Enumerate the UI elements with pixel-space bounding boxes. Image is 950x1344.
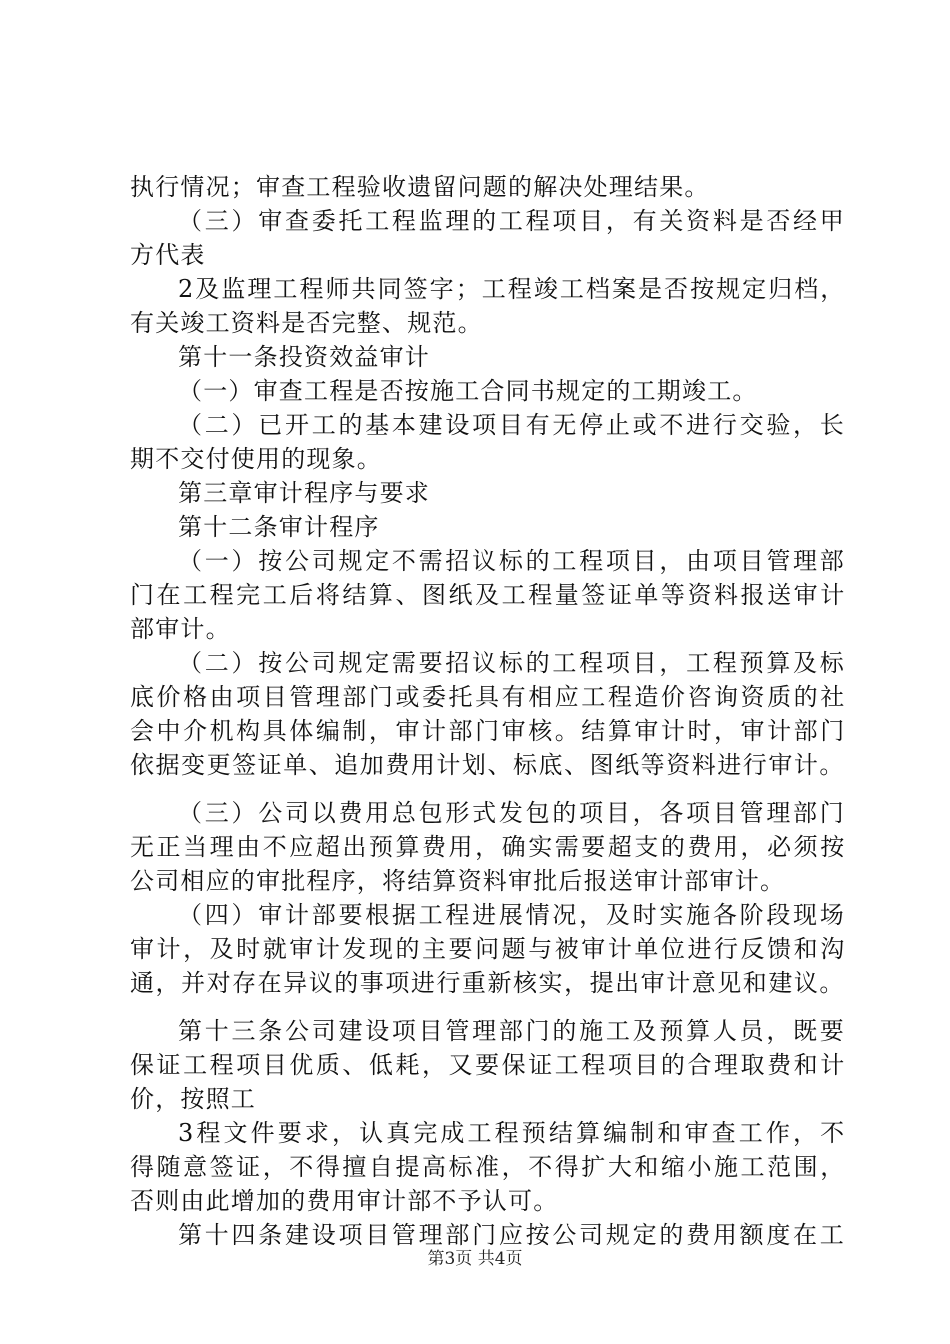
text-line: 会中介机构具体编制，审计部门审核。结算审计时，审计部门 (130, 717, 847, 745)
text-line: 执行情况；审查工程验收遗留问题的解决处理结果。 (130, 173, 710, 201)
text-line: 方代表 (130, 241, 206, 269)
page-footer: 第3页 共4页 (427, 1249, 523, 1269)
text-line: 通，并对存在异议的事项进行重新核实，提出审计意见和建议。 (130, 969, 845, 997)
text-line: 有关竣工资料是否完整、规范。 (130, 309, 483, 337)
text-line: （三）公司以费用总包形式发包的项目，各项目管理部门 (178, 799, 847, 827)
text-line: （二）按公司规定需要招议标的工程项目，工程预算及标 (178, 649, 847, 677)
text-line: 公司相应的审批程序，将结算资料审批后报送审计部审计。 (130, 867, 786, 895)
text-line: （一）审查工程是否按施工合同书规定的工期竣工。 (178, 377, 758, 405)
text-line: 依据变更签证单、追加费用计划、标底、图纸等资料进行审计。 (130, 751, 845, 779)
text-line: 第十二条审计程序 (178, 513, 380, 541)
text-line: 否则由此增加的费用审计部不予认可。 (130, 1187, 559, 1215)
text-line: （一）按公司规定不需招议标的工程项目，由项目管理部 (178, 547, 847, 575)
text-line: （四）审计部要根据工程进展情况，及时实施各阶段现场 (178, 901, 847, 929)
text-line: 部审计。 (130, 615, 231, 643)
text-line: 期不交付使用的现象。 (130, 445, 382, 473)
text-line: 3程文件要求，认真完成工程预结算编制和审查工作，不 (178, 1119, 848, 1147)
text-line: 底价格由项目管理部门或委托具有相应工程造价咨询资质的社 (130, 683, 847, 711)
text-line: 第十四条建设项目管理部门应按公司规定的费用额度在工 (178, 1221, 847, 1249)
text-line: （三）审查委托工程监理的工程项目，有关资料是否经甲 (178, 207, 847, 235)
text-line: 无正当理由不应超出预算费用，确实需要超支的费用，必须按 (130, 833, 847, 861)
text-line: （二）已开工的基本建设项目有无停止或不进行交验，长 (178, 411, 847, 439)
text-line: 得随意签证，不得擅自提高标准，不得扩大和缩小施工范围， (130, 1153, 847, 1181)
text-line: 第十三条公司建设项目管理部门的施工及预算人员，既要 (178, 1017, 847, 1045)
text-line: 保证工程项目优质、低耗，又要保证工程项目的合理取费和计 (130, 1051, 847, 1079)
text-line: 2及监理工程师共同签字；工程竣工档案是否按规定归档， (178, 275, 847, 303)
text-line: 第十一条投资效益审计 (178, 343, 430, 371)
text-line: 审计，及时就审计发现的主要问题与被审计单位进行反馈和沟 (130, 935, 847, 963)
text-line: 价，按照工 (130, 1085, 256, 1113)
text-line: 第三章审计程序与要求 (178, 479, 430, 507)
text-line: 门在工程完工后将结算、图纸及工程量签证单等资料报送审计 (130, 581, 847, 609)
